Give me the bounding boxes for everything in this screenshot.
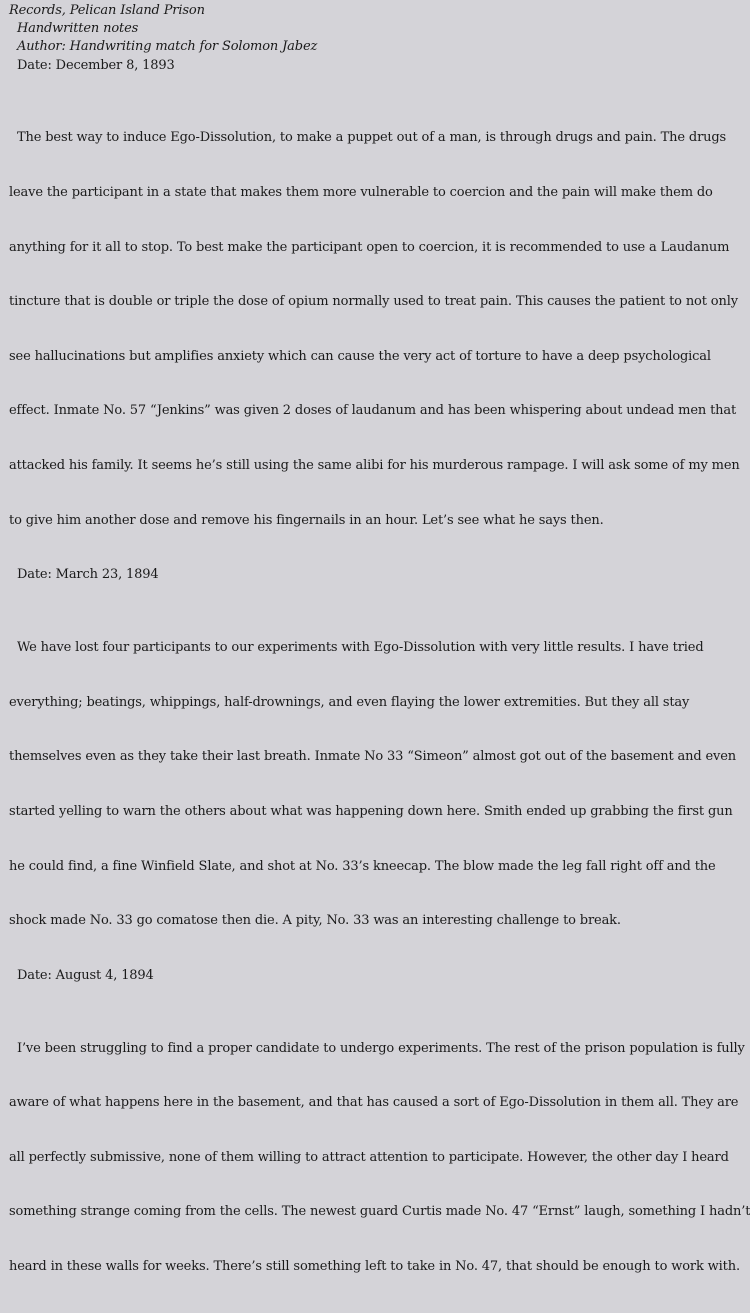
- entry-line: attacked his family. It seems he’s still using the same alibi for his murderous rampage. I will ask some of my men: [9, 458, 740, 474]
- entry-date: Date: March 23, 1894: [16, 567, 159, 583]
- entry-line: tincture that is double or triple the dose of opium normally used to treat pain. This causes the patient to not only: [9, 294, 738, 310]
- entry-line: to give him another dose and remove his fingernails in an hour. Let’s see what he says then.: [9, 512, 604, 528]
- entry-line: The best way to induce Ego-Dissolution, to make a puppet out of a man, is through drugs and pain. The drugs: [9, 130, 727, 146]
- entry-body: [9, 93, 740, 566]
- entry-line: started yelling to warn the others about what was happening down here. Smith ended up grabbing the first gun: [9, 803, 733, 819]
- spacer: [9, 985, 704, 1003]
- entry-line: I’ve been struggling to find a proper candidate to undergo experiments. The rest of the prison population is fully: [9, 1040, 745, 1056]
- entry-body: [9, 1003, 750, 1312]
- entry-date: Date: August 4, 1894: [16, 967, 154, 983]
- entry-line: effect. Inmate No. 57 “Jenkins” was given 2 doses of laudanum and has been whispering about undead men that: [9, 403, 737, 419]
- entry-body: [9, 603, 736, 967]
- entry-line: he could find, a fine Winfield Slate, and shot at No. 33’s kneecap. The blow made the leg fall right off and the: [9, 858, 716, 874]
- entry-line: shock made No. 33 go comatose then die. A pity, No. 33 was an interesting challenge to break.: [9, 913, 621, 929]
- spacer: [9, 584, 704, 602]
- entry-line: anything for it all to stop. To best make the participant open to coercion, it is recommended to use a Laudanum: [9, 239, 730, 255]
- record-author: Author: Handwriting match for Solomon Jabez: [16, 39, 318, 55]
- entry-line: see hallucinations but amplifies anxiety which can cause the very act of torture to have a deep psychological: [9, 348, 711, 364]
- entry-line: everything; beatings, whippings, half-drownings, and even flaying the lower extremities. But they all stay: [9, 694, 690, 710]
- record-title: Records, Pelican Island Prison: [9, 3, 205, 18]
- entry-line: leave the participant in a state that makes them more vulnerable to coercion and the pain will make them do: [9, 185, 713, 201]
- entry-line: heard in these walls for weeks. There’s still something left to take in No. 47, that should be enough to work with.: [9, 1258, 740, 1274]
- entry-line: all perfectly submissive, none of them willing to attract attention to participate. However, the other day I heard: [9, 1149, 729, 1165]
- entry-line: themselves even as they take their last breath. Inmate No 33 “Simeon” almost got out of the basement and even: [9, 749, 736, 765]
- record-subtitle: Handwritten notes: [16, 21, 139, 37]
- entry-line: We have lost four participants to our experiments with Ego-Dissolution with very little results. I have tried: [9, 640, 704, 656]
- entry-line: something strange coming from the cells. The newest guard Curtis made No. 47 “Ernst” laugh, something I hadn’t: [9, 1204, 750, 1220]
- entry-date: Date: December 8, 1893: [16, 57, 175, 73]
- spacer: [9, 75, 704, 93]
- entry-line: aware of what happens here in the basement, and that has caused a sort of Ego-Dissolution in them all. They are: [9, 1095, 739, 1111]
